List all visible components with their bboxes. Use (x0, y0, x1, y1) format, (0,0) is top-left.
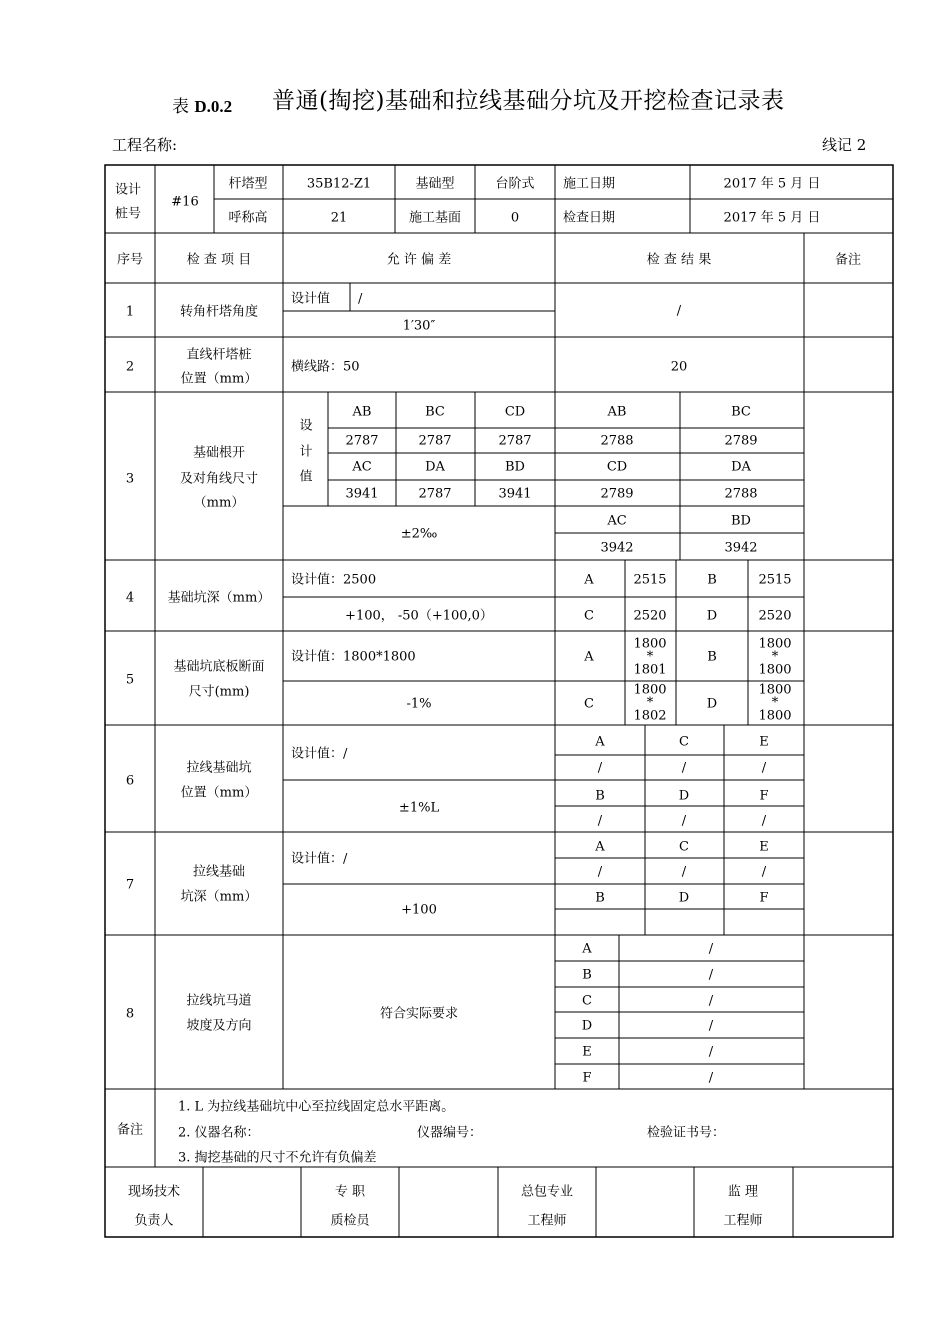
construction-base-label: 施工基面 (408, 210, 462, 226)
pit-label: F (759, 788, 769, 804)
row-number: 1 (125, 304, 135, 320)
row-number: 8 (125, 1006, 135, 1022)
col-tolerance-header: 允 许 偏 差 (386, 252, 452, 268)
tower-type-label: 杆塔型 (228, 176, 268, 192)
signature-label: 负责人 (134, 1213, 174, 1229)
result-value: / (708, 941, 714, 957)
tolerance-value: ±1%L (398, 800, 440, 816)
result-value: / (597, 760, 603, 776)
inspection-item: 及对角线尺寸 (179, 471, 259, 487)
result-header: AC (607, 513, 627, 529)
col-result-header: 检 查 结 果 (646, 252, 712, 268)
col-remark-header: 备注 (834, 252, 862, 268)
result-value: 1800 (758, 682, 792, 698)
tolerance-value: 符合实际要求 (379, 1006, 459, 1022)
tower-type-value: 35B12-Z1 (306, 176, 372, 192)
design-header: BD (505, 459, 525, 475)
result-value: * (771, 649, 779, 665)
row-number: 4 (125, 590, 135, 606)
note-line: 检验证书号： (647, 1125, 726, 1141)
tolerance-value: 横线路：50 (291, 359, 360, 375)
result-value: / (761, 813, 767, 829)
note-line: 1. L 为拉线基础坑中心至拉线固定总水平距离。 (178, 1099, 455, 1115)
pit-label: B (707, 572, 717, 588)
design-header: DA (425, 459, 445, 475)
inspection-item: 位置（mm） (180, 785, 258, 801)
pit-label: D (706, 608, 718, 624)
result-header: CD (606, 459, 628, 475)
pit-label: A (584, 572, 594, 588)
design-value: 2787 (498, 433, 532, 449)
design-value-label: 设计值 (291, 291, 331, 307)
signature-label: 总包专业 (520, 1184, 574, 1200)
result-value: / (681, 864, 687, 880)
design-pile-label: 设计 (114, 182, 142, 198)
design-header: CD (504, 404, 526, 420)
pit-label: C (582, 993, 592, 1009)
result-value: / (597, 864, 603, 880)
result-value: / (708, 1018, 714, 1034)
foundation-type-value: 台阶式 (495, 176, 535, 192)
result-header: DA (731, 459, 751, 475)
result-value: 1800 (758, 708, 792, 724)
row-number: 2 (125, 359, 135, 375)
col-seq-header: 序号 (116, 252, 144, 268)
result-value: / (708, 1070, 714, 1086)
result-value: * (646, 695, 654, 711)
result-value: 1800 (633, 682, 667, 698)
pit-label: D (706, 696, 718, 712)
row-number: 5 (125, 672, 135, 688)
design-value-label: 设 (299, 418, 313, 434)
signature-label: 工程师 (723, 1213, 763, 1229)
inspection-item: 基础坑底板断面 (173, 659, 265, 675)
result-value: / (761, 760, 767, 776)
result-value: 1801 (633, 662, 667, 678)
table-label: 表 D.0.2 (172, 97, 233, 117)
construction-date-label: 施工日期 (563, 176, 616, 192)
pit-label: C (679, 734, 689, 750)
inspection-item: 坑深（mm） (180, 889, 258, 905)
note-line: 仪器编号： (417, 1125, 483, 1141)
result-value: / (681, 813, 687, 829)
inspection-item: 坡度及方向 (186, 1018, 252, 1034)
inspection-item: 基础坑深（mm） (167, 590, 271, 606)
signature-label: 专 职 (334, 1184, 366, 1200)
nominal-height-label: 呼称高 (228, 210, 268, 226)
inspection-date-value: 2017 年 5 月 日 (723, 210, 821, 226)
design-value: / (358, 291, 363, 307)
row-number: 7 (125, 877, 135, 893)
result-value: / (676, 303, 682, 319)
pit-label: E (759, 839, 769, 855)
design-value: 设计值：/ (291, 746, 348, 762)
inspection-item: 位置（mm） (180, 371, 258, 387)
result-value: 2788 (724, 486, 758, 502)
result-value: 1800 (758, 662, 792, 678)
design-pile-label: 桩号 (114, 206, 142, 222)
design-value-label: 值 (299, 469, 313, 485)
design-value-label: 计 (299, 444, 313, 460)
pit-label: B (595, 788, 605, 804)
result-value: / (708, 1044, 714, 1060)
signature-label: 质检员 (330, 1213, 370, 1229)
construction-base-value: 0 (510, 210, 520, 226)
signature-label: 工程师 (527, 1213, 567, 1229)
design-value: 2787 (418, 486, 452, 502)
result-value: 2520 (633, 608, 667, 624)
signature-label: 现场技术 (127, 1184, 181, 1200)
inspection-item: 拉线基础坑 (186, 760, 252, 776)
inspection-item: （mm） (193, 495, 245, 511)
page-title: 普通(掏挖)基础和拉线基础分坑及开挖检查记录表 (272, 88, 785, 114)
inspection-item: 直线杆塔桩 (186, 347, 252, 363)
design-value: 2787 (418, 433, 452, 449)
pit-label: E (759, 734, 769, 750)
design-value: 设计值：2500 (291, 572, 377, 588)
tolerance-value: -1% (406, 696, 432, 712)
pit-label: D (678, 890, 690, 906)
tolerance-value: +100 (401, 902, 437, 918)
pit-label: E (582, 1044, 592, 1060)
tolerance-value: 1′30″ (402, 318, 436, 334)
nominal-height-value: 21 (330, 210, 348, 226)
notes-label: 备注 (116, 1122, 144, 1138)
col-item-header: 检 查 项 目 (186, 252, 252, 268)
result-value: / (597, 813, 603, 829)
inspection-date-label: 检查日期 (563, 210, 616, 226)
design-value: 3941 (498, 486, 532, 502)
result-value: 20 (670, 359, 688, 375)
pit-label: C (584, 608, 594, 624)
pit-label: F (759, 890, 769, 906)
pit-label: C (584, 696, 594, 712)
inspection-item: 拉线坑马道 (186, 993, 252, 1009)
result-value: 1800 (633, 636, 667, 652)
inspection-item: 尺寸(mm) (188, 684, 250, 700)
result-header: BC (731, 404, 751, 420)
result-value: 1800 (758, 636, 792, 652)
result-value: 2520 (758, 608, 792, 624)
result-value: 2789 (724, 433, 758, 449)
tolerance-value: ±2‰ (400, 526, 438, 542)
note-line: 3. 掏挖基础的尺寸不允许有负偏差 (178, 1150, 377, 1166)
design-value: 设计值：1800*1800 (291, 649, 416, 665)
project-name-label: 工程名称: (112, 136, 178, 154)
pit-label: A (584, 649, 594, 665)
pit-label: B (595, 890, 605, 906)
pit-label: A (595, 839, 605, 855)
pile-number: #16 (171, 194, 199, 210)
inspection-item: 拉线基础 (192, 864, 246, 880)
note-line: 2. 仪器名称： (178, 1125, 260, 1141)
result-value: 2515 (758, 572, 792, 588)
result-header: AB (607, 404, 627, 420)
pit-label: C (679, 839, 689, 855)
construction-date-value: 2017 年 5 月 日 (723, 176, 821, 192)
pit-label: B (582, 967, 592, 983)
design-value: 设计值：/ (291, 851, 348, 867)
result-value: 3942 (600, 540, 634, 556)
inspection-item: 基础根开 (192, 445, 246, 461)
result-value: * (771, 695, 779, 711)
result-value: 1802 (633, 708, 667, 724)
design-value: 3941 (345, 486, 379, 502)
tolerance-value: +100， -50（+100,0） (345, 608, 493, 624)
foundation-type-label: 基础型 (415, 176, 455, 192)
result-value: / (708, 967, 714, 983)
result-value: * (646, 649, 654, 665)
pit-label: D (581, 1018, 593, 1034)
result-value: / (681, 760, 687, 776)
result-value: 3942 (724, 540, 758, 556)
result-value: / (761, 864, 767, 880)
pit-label: D (678, 788, 690, 804)
pit-label: A (582, 941, 592, 957)
design-header: AB (352, 404, 372, 420)
design-header: BC (425, 404, 445, 420)
design-value: 2787 (345, 433, 379, 449)
design-header: AC (352, 459, 372, 475)
pit-label: A (595, 734, 605, 750)
line-record-number: 线记 2 (822, 136, 867, 154)
result-value: 2515 (633, 572, 667, 588)
pit-label: B (707, 649, 717, 665)
inspection-item: 转角杆塔角度 (179, 304, 259, 320)
result-value: 2788 (600, 433, 634, 449)
row-number: 3 (125, 471, 135, 487)
result-value: 2789 (600, 486, 634, 502)
pit-label: F (582, 1070, 592, 1086)
row-number: 6 (125, 773, 135, 789)
signature-label: 监 理 (727, 1184, 759, 1200)
result-header: BD (731, 513, 751, 529)
result-value: / (708, 993, 714, 1009)
